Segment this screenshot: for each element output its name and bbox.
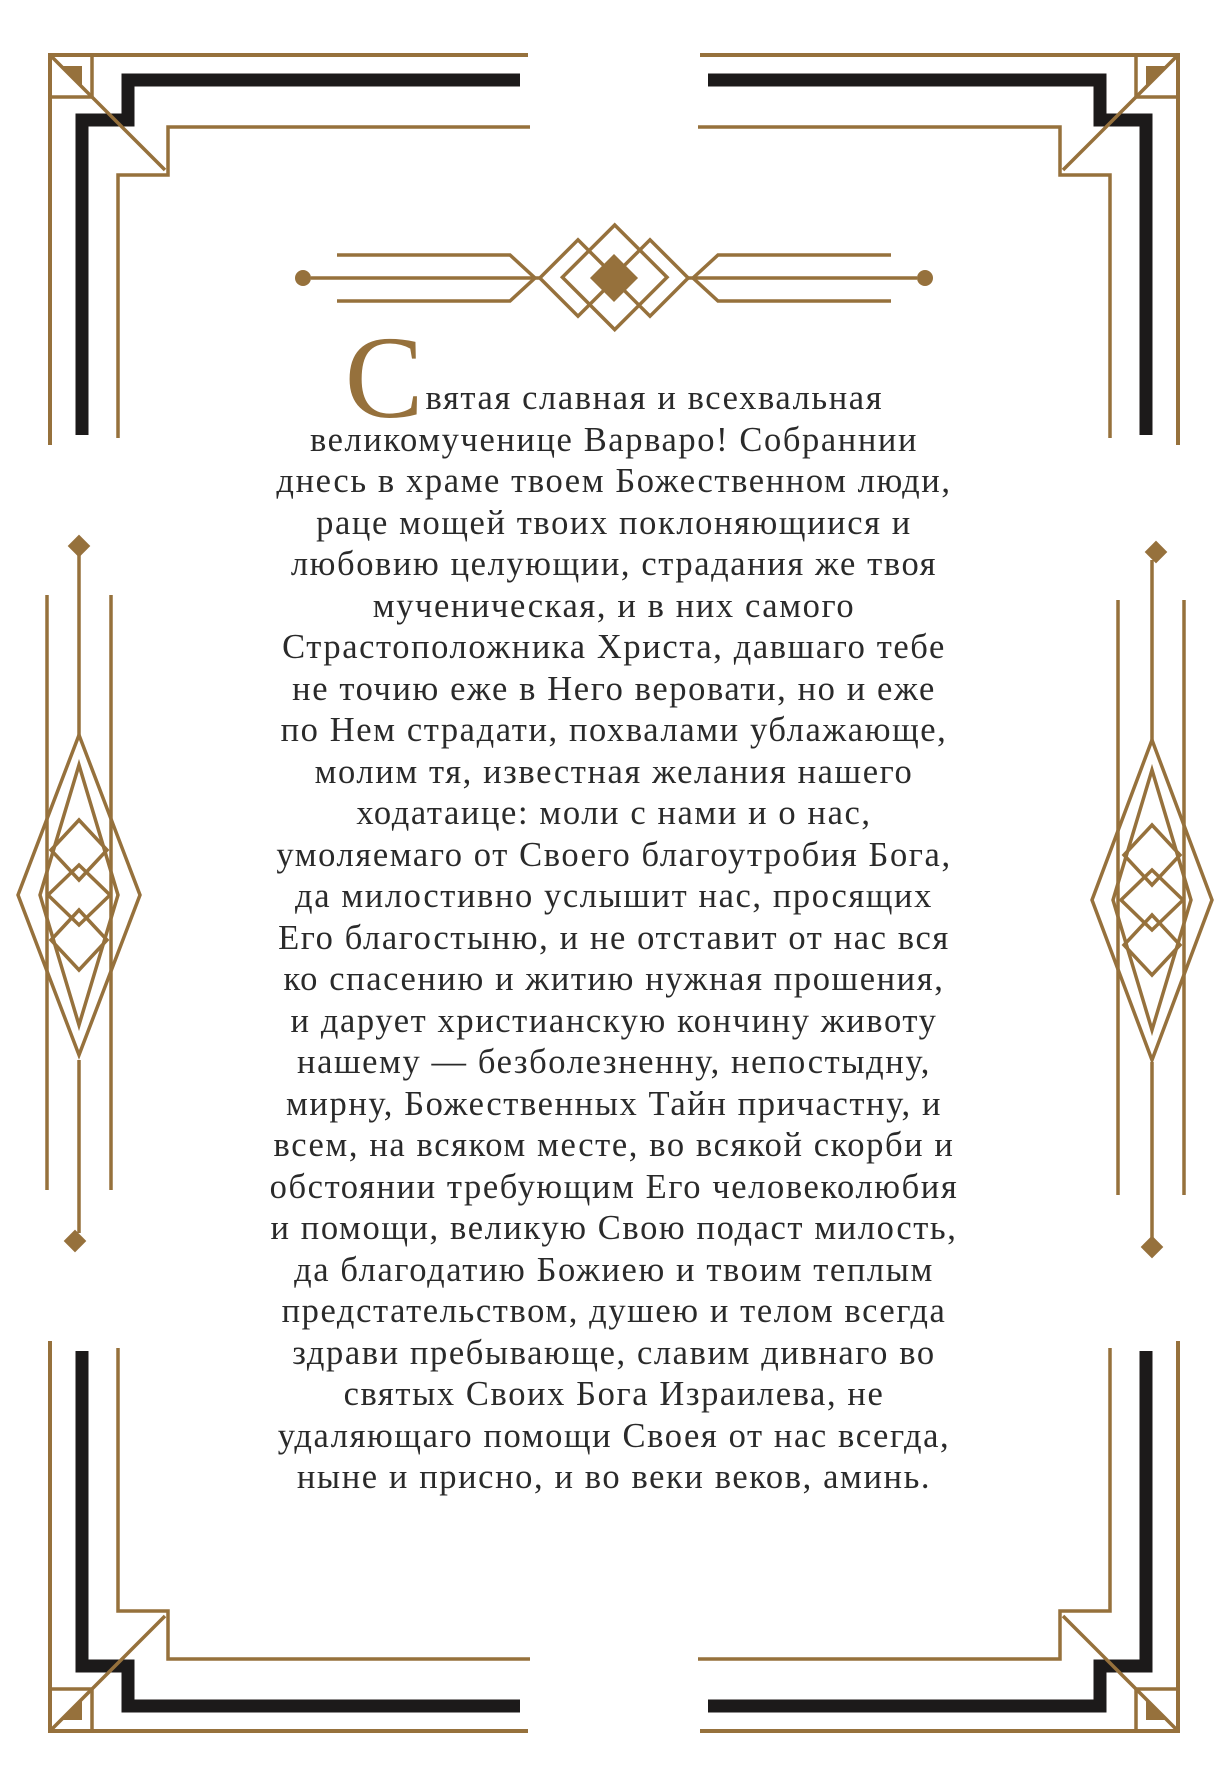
prayer-line: не точию еже в Него веровати, но и еже — [292, 669, 936, 708]
prayer-line: и помощи, великую Свою подаст милость, — [270, 1209, 958, 1247]
prayer-line: Его благостыню, и не отставит от нас вся — [278, 918, 950, 957]
prayer-line: мирну, Божественных Тайн причастну, и — [285, 1084, 943, 1123]
prayer-line: обстоянии требующим Его человеколюбия — [269, 1167, 959, 1206]
prayer-line: мученическая, и в них самого — [372, 586, 856, 625]
prayer-line: да милостивно услышит нас, просящих — [295, 877, 933, 915]
prayer-line: ходатаице: моли с нами и о нас, — [356, 794, 872, 832]
prayer-line: по Нем страдати, похвалами ублажающе, — [280, 711, 948, 749]
prayer-line: днесь в храме твоем Божественном люди, — [276, 462, 952, 500]
prayer-line: предстательством, душею и телом всегда — [281, 1292, 947, 1330]
prayer-text — [200, 312, 1028, 1499]
prayer-line: ко спасению и житию нужная прошения, — [283, 960, 945, 998]
prayer-line: удаляющаго помощи Своея от нас всегда, — [277, 1416, 951, 1455]
prayer-line: великомученице Варваро! Собраннии — [309, 420, 919, 459]
prayer-line: вятая славная и всехвальная — [425, 379, 884, 417]
right-side-ornament — [1092, 541, 1212, 1259]
prayer-line: здрави пребывающе, славим дивнаго во — [292, 1333, 936, 1372]
prayer-line: да благодатию Божиею и твоим теплым — [294, 1250, 934, 1289]
prayer-line: раце мощей твоих поклоняющиися и — [316, 503, 912, 542]
prayer-line: святых Своих Бога Израилева, не — [343, 1375, 885, 1413]
prayer-line: и дарует христианскую кончину животу — [290, 1001, 938, 1040]
prayer-line: молим тя, известная желания нашего — [314, 752, 914, 791]
prayer-line: Страстоположника Христа, давшаго тебе — [282, 628, 946, 666]
left-side-ornament — [18, 535, 140, 1253]
prayer-line: ныне и присно, и во веки веков, аминь. — [296, 1458, 932, 1496]
prayer-line: умоляемаго от Своего благоутробия Бога, — [276, 835, 952, 874]
prayer-line: всем, на всяком месте, во всякой скорби и — [273, 1126, 955, 1164]
drop-cap: С — [344, 312, 424, 443]
prayer-line: любовию целующии, страдания же твоя — [290, 545, 938, 583]
prayer-line: нашему — безболезненну, непостыдну, — [297, 1043, 931, 1081]
